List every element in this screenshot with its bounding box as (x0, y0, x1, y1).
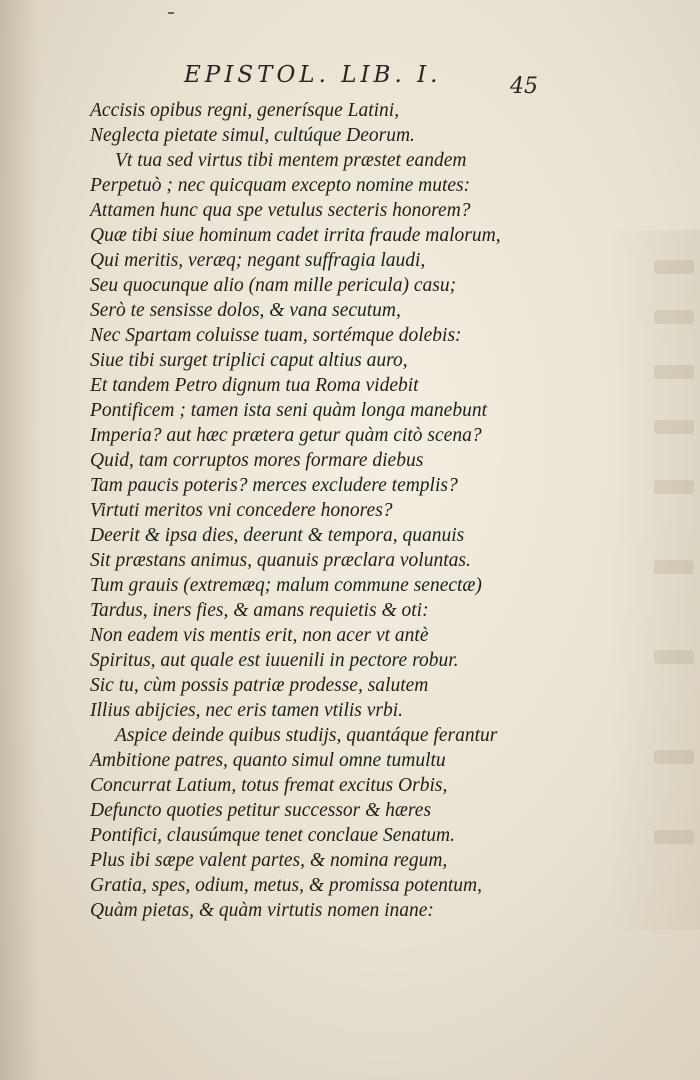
verse-line: Attamen hunc qua spe vetulus secteris honorem? (90, 200, 471, 221)
verse-line: Non eadem vis mentis erit, non acer vt antè (90, 625, 429, 646)
show-through-area (610, 230, 700, 930)
show-through-mark (654, 830, 694, 844)
verse-line: Serò te sensisse dolos, & vana secutum, (90, 300, 401, 321)
verse-line: Nec Spartam coluisse tuam, sortémque dolebis: (90, 325, 462, 346)
verse-line: Imperia? aut hæc prætera getur quàm citò scena? (90, 425, 482, 446)
verse-line: Tardus, iners fies, & amans requietis & oti: (90, 600, 429, 621)
verse-line: Deerit & ipsa dies, deerunt & tempora, quanuis (90, 525, 465, 546)
verse-line: Gratia, spes, odium, metus, & promissa potentum, (90, 875, 482, 896)
verse-line: Sit præstans animus, quanuis præclara voluntas. (90, 550, 471, 571)
show-through-mark (654, 260, 694, 274)
running-title: EPISTOL. LIB. I. (184, 62, 442, 88)
verse-line: Quæ tibi siue hominum cadet irrita fraude malorum, (90, 225, 501, 246)
page-mark (168, 12, 174, 14)
verse-line: Quid, tam corruptos mores formare diebus (90, 450, 424, 471)
verse-line: Pontifici, clausúmque tenet conclaue Senatum. (90, 825, 455, 846)
verse-line: Tum grauis (extremæq; malum commune senectæ) (90, 575, 482, 596)
page-number: 45 (510, 74, 538, 99)
verse-line: Perpetuò ; nec quicquam excepto nomine mutes: (90, 175, 471, 196)
verse-line: Virtuti meritos vni concedere honores? (90, 500, 393, 521)
verse-line: Accisis opibus regni, generísque Latini, (90, 100, 400, 121)
verse-line: Defuncto quoties petitur successor & hæres (90, 800, 432, 821)
verse-line: Qui meritis, veræq; negant suffragia laudi, (90, 250, 426, 271)
verse-line: Quàm pietas, & quàm virtutis nomen inane: (90, 900, 434, 921)
verse-line: Seu quocunque alio (nam mille pericula) casu; (90, 275, 457, 296)
show-through-mark (654, 310, 694, 324)
verse-line: Aspice deinde quibus studijs, quantáque ferantur (115, 725, 498, 746)
gutter-shadow (0, 0, 40, 1080)
show-through-mark (654, 560, 694, 574)
show-through-mark (654, 750, 694, 764)
verse-line: Siue tibi surget triplici caput altius auro, (90, 350, 408, 371)
show-through-mark (654, 480, 694, 494)
verse-line: Concurrat Latium, totus fremat excitus Orbis, (90, 775, 448, 796)
verse-line: Spiritus, aut quale est iuuenili in pectore robur. (90, 650, 459, 671)
show-through-mark (654, 365, 694, 379)
verse-line: Pontificem ; tamen ista seni quàm longa manebunt (90, 400, 487, 421)
verse-line: Tam paucis poteris? merces excludere templis? (90, 475, 458, 496)
show-through-mark (654, 650, 694, 664)
verse-line: Ambitione patres, quanto simul omne tumultu (90, 750, 446, 771)
show-through-mark (654, 420, 694, 434)
verse-line: Illius abijcies, nec eris tamen vtilis vrbi. (90, 700, 404, 721)
verse-line: Neglecta pietate simul, cultúque Deorum. (90, 125, 415, 146)
verse-line: Vt tua sed virtus tibi mentem præstet eandem (115, 150, 467, 171)
verse-line: Plus ibi sæpe valent partes, & nomina regum, (90, 850, 448, 871)
verse-line: Sic tu, cùm possis patriæ prodesse, salutem (90, 675, 429, 696)
verse-line: Et tandem Petro dignum tua Roma videbit (90, 375, 419, 396)
